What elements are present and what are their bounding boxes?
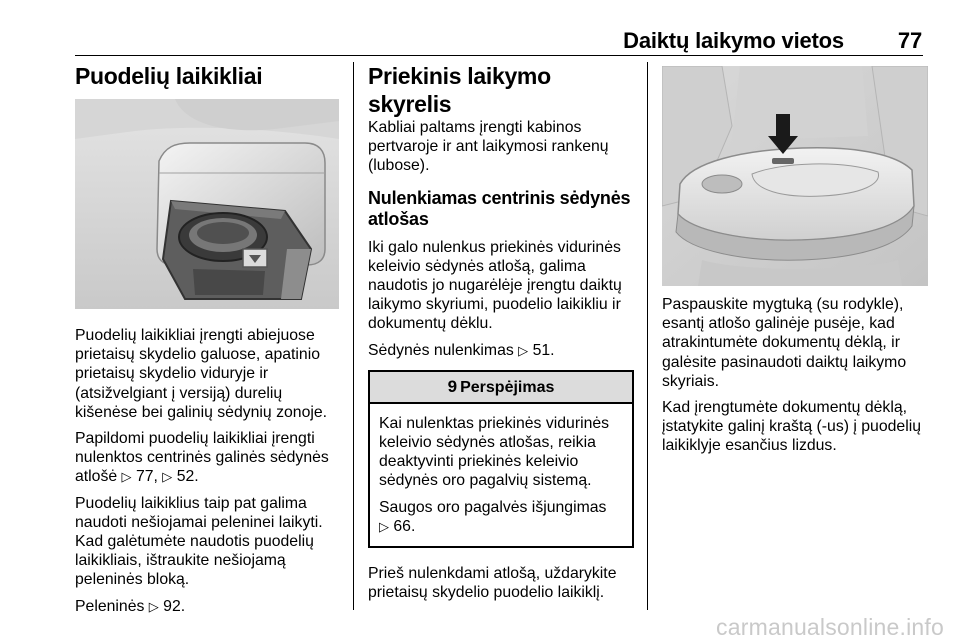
section-title: Daiktų laikymo vietos	[623, 28, 844, 53]
warning-header	[370, 372, 632, 404]
page-ref-77[interactable]: 77,	[135, 468, 158, 486]
paragraph-press-button: Paspauskite mygtuką (su rodykle), esantį atlošo galinėje pusėje, kad atrakintumėte dokumentų dėklą, ir galėsite pasinaudoti daiktų laikymo skyriais.	[662, 296, 907, 390]
cup-holder-figure	[75, 99, 339, 309]
warning-body	[370, 404, 632, 546]
triangle-right-outline-icon: ▷	[379, 518, 389, 534]
page-ref-51[interactable]: 51.	[532, 341, 555, 359]
warning-triangle-icon: 9	[447, 376, 458, 396]
section-heading-cup-holders: Puodelių laikikliai	[75, 63, 263, 89]
warning-box	[368, 370, 634, 548]
header-rule	[75, 55, 923, 56]
paragraph-ashtray: Puodelių laikiklius taip pat galima naudoti nešiojamai peleninei laikyti. Kad galėtumėte naudotis puodelių laikikliais, ištraukite nešiojamą peleninės bloką.	[75, 494, 323, 589]
warning-airbag-ref: Saugos oro pagalvės išjungimas ▷ 66.	[379, 498, 607, 535]
triangle-right-outline-icon: ▷	[121, 469, 132, 485]
section-heading-front-storage: Priekinis laikymo skyrelis	[368, 63, 551, 117]
triangle-right-outline-icon: ▷	[518, 342, 529, 358]
page-number: 77	[897, 28, 922, 53]
paragraph-coat-hooks: Kabliai paltams įrengti kabinos pertvaroje ir ant laikymosi rankenų (lubose).	[368, 119, 609, 175]
page-ref-52[interactable]: 52.	[176, 468, 199, 486]
paragraph-seat-folding-ref: Sėdynės nulenkimas ▷ 51.	[368, 341, 555, 359]
column-divider-1	[353, 62, 354, 610]
page-ref-66[interactable]: 66.	[393, 517, 416, 535]
column-1	[75, 62, 343, 623]
subheading-folding-backrest: Nulenkiamas centrinis sėdynės atlošas	[368, 187, 631, 229]
paragraph-additional-cup-holders: Papildomi puodelių laikikliai įrengti nulenktos centrinės galinės sėdynės atlošė ▷ 77, ▷ 52.	[75, 430, 329, 486]
warning-title: Perspėjimas	[460, 378, 555, 396]
page-ref-92[interactable]: 92.	[163, 597, 186, 615]
column-2	[368, 62, 634, 609]
warning-text: Kai nulenktas priekinės vidurinės keleivio sėdynės atlošas, reikia deaktyvinti priekinės keleivio sėdynės oro pagalvių sistemą.	[379, 414, 610, 490]
folded-backrest-figure	[662, 66, 928, 286]
paragraph-install-document-holder: Kad įrengtumėte dokumentų dėklą, įstatykite galinį kraštą (-us) į puodelių laikiklyje esančius lizdus.	[662, 399, 922, 455]
column-3	[662, 62, 928, 463]
running-head	[0, 28, 922, 54]
paragraph-backrest-storage: Iki galo nulenkus priekinės vidurinės keleivio sėdynės atlošą, galima naudotis jo nugarėlėje įrengtu daiktų laikymo skyriumi, puodelio laikikliu ir dokumentų dėklu.	[368, 238, 622, 333]
paragraph-ashtray-ref: Peleninės ▷ 92.	[75, 597, 186, 615]
watermark: carmanualsonline.info	[716, 614, 944, 640]
column-divider-2	[647, 62, 648, 610]
paragraph-cup-holder-locations: Puodelių laikikliai įrengti abiejuose prietaisų skydelio galuose, apatinio prietaisų skydelio viduryje ir (atsižvelgiant į versiją) durelių kišenėse bei galinių sėdynių zonoje.	[75, 327, 328, 421]
triangle-right-outline-icon: ▷	[148, 598, 159, 614]
triangle-right-outline-icon: ▷	[162, 469, 173, 485]
paragraph-close-cup-holder: Prieš nulenkdami atlošą, uždarykite prietaisų skydelio puodelio laikiklį.	[368, 565, 617, 602]
